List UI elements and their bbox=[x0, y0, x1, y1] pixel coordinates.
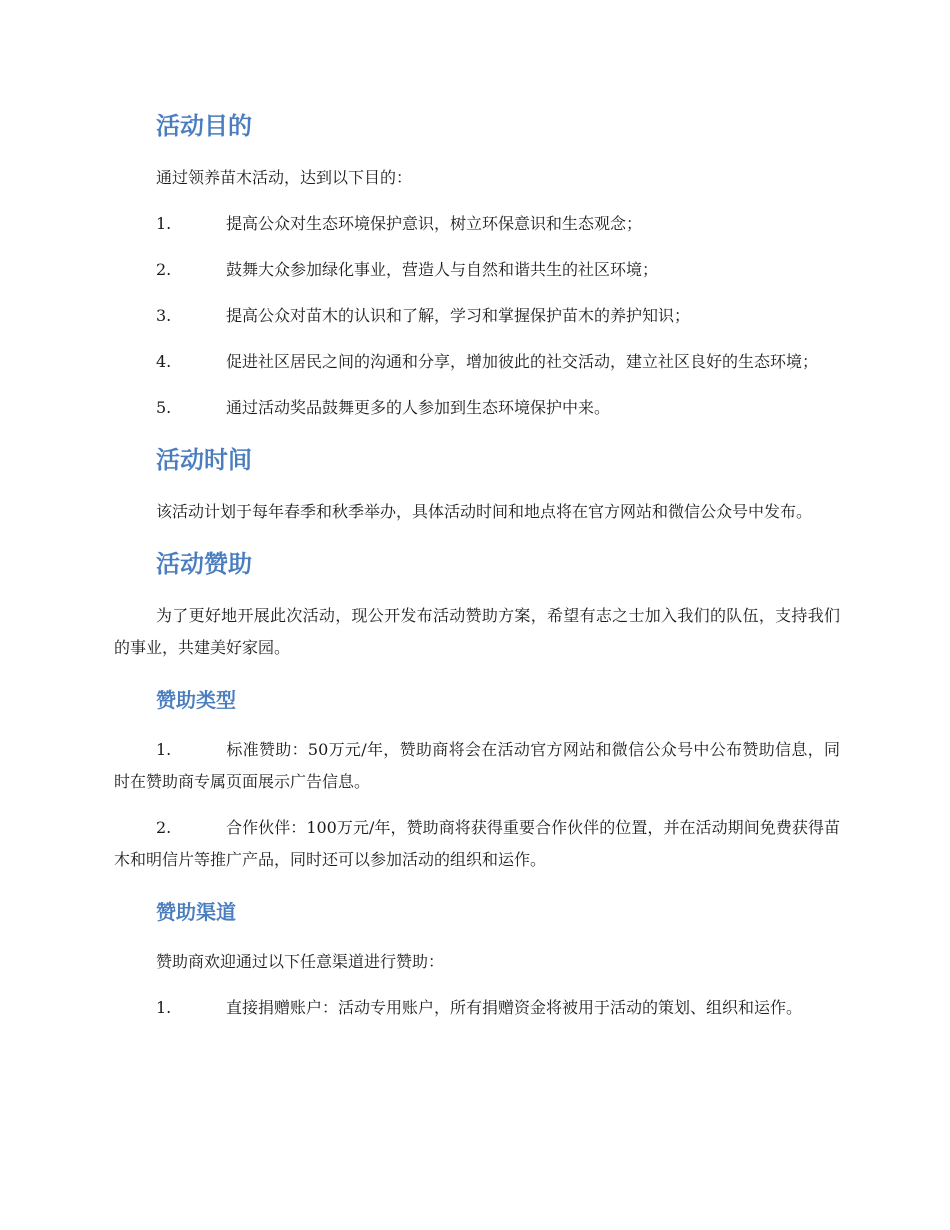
heading-purpose: 活动目的 bbox=[156, 112, 252, 140]
list-number: 3. bbox=[156, 306, 172, 325]
list-number: 1. bbox=[156, 214, 172, 233]
purpose-intro: 通过领养苗木活动，达到以下目的： bbox=[156, 168, 413, 187]
list-number: 4. bbox=[156, 352, 172, 371]
list-text: 促进社区居民之间的沟通和分享，增加彼此的社交活动，建立社区良好的生态环境； bbox=[226, 352, 819, 371]
list-item bbox=[114, 812, 840, 876]
list-item bbox=[114, 346, 840, 378]
heading-time: 活动时间 bbox=[156, 446, 252, 474]
heading-sponsor-types: 赞助类型 bbox=[156, 688, 236, 712]
list-text: 合作伙伴：100万元/年，赞助商将获得重要合作伙伴的位置，并在活动期间免费获得苗木和明信片等推广产品，同时还可以参加活动的组织和运作。 bbox=[114, 818, 840, 869]
list-text: 直接捐赠账户：活动专用账户，所有捐赠资金将被用于活动的策划、组织和运作。 bbox=[226, 998, 803, 1017]
list-text: 提高公众对苗木的认识和了解，学习和掌握保护苗木的养护知识； bbox=[226, 306, 691, 325]
heading-sponsor-channels: 赞助渠道 bbox=[156, 900, 236, 924]
time-text: 该活动计划于每年春季和秋季举办，具体活动时间和地点将在官方网站和微信公众号中发布。 bbox=[156, 502, 813, 521]
list-item bbox=[114, 208, 840, 240]
list-item bbox=[114, 734, 840, 798]
list-text: 提高公众对生态环境保护意识，树立环保意识和生态观念； bbox=[226, 214, 643, 233]
list-item bbox=[114, 254, 840, 286]
list-number: 1. bbox=[156, 740, 172, 759]
sponsor-text: 为了更好地开展此次活动，现公开发布活动赞助方案，希望有志之士加入我们的队伍，支持我们的事业，共建美好家园。 bbox=[114, 606, 840, 657]
list-number: 2. bbox=[156, 260, 172, 279]
list-number: 1. bbox=[156, 998, 172, 1017]
channels-intro: 赞助商欢迎通过以下任意渠道进行赞助： bbox=[156, 952, 445, 971]
list-number: 5. bbox=[156, 398, 172, 417]
list-item bbox=[114, 392, 840, 424]
list-text: 通过活动奖品鼓舞更多的人参加到生态环境保护中来。 bbox=[226, 398, 611, 417]
list-text: 鼓舞大众参加绿化事业，营造人与自然和谐共生的社区环境； bbox=[226, 260, 659, 279]
document-page bbox=[114, 104, 840, 1024]
list-text: 标准赞助：50万元/年，赞助商将会在活动官方网站和微信公众号中公布赞助信息，同时在赞助商专属页面展示广告信息。 bbox=[114, 740, 840, 791]
list-item bbox=[114, 992, 840, 1024]
list-item bbox=[114, 300, 840, 332]
heading-sponsor: 活动赞助 bbox=[156, 550, 252, 578]
list-number: 2. bbox=[156, 818, 172, 837]
